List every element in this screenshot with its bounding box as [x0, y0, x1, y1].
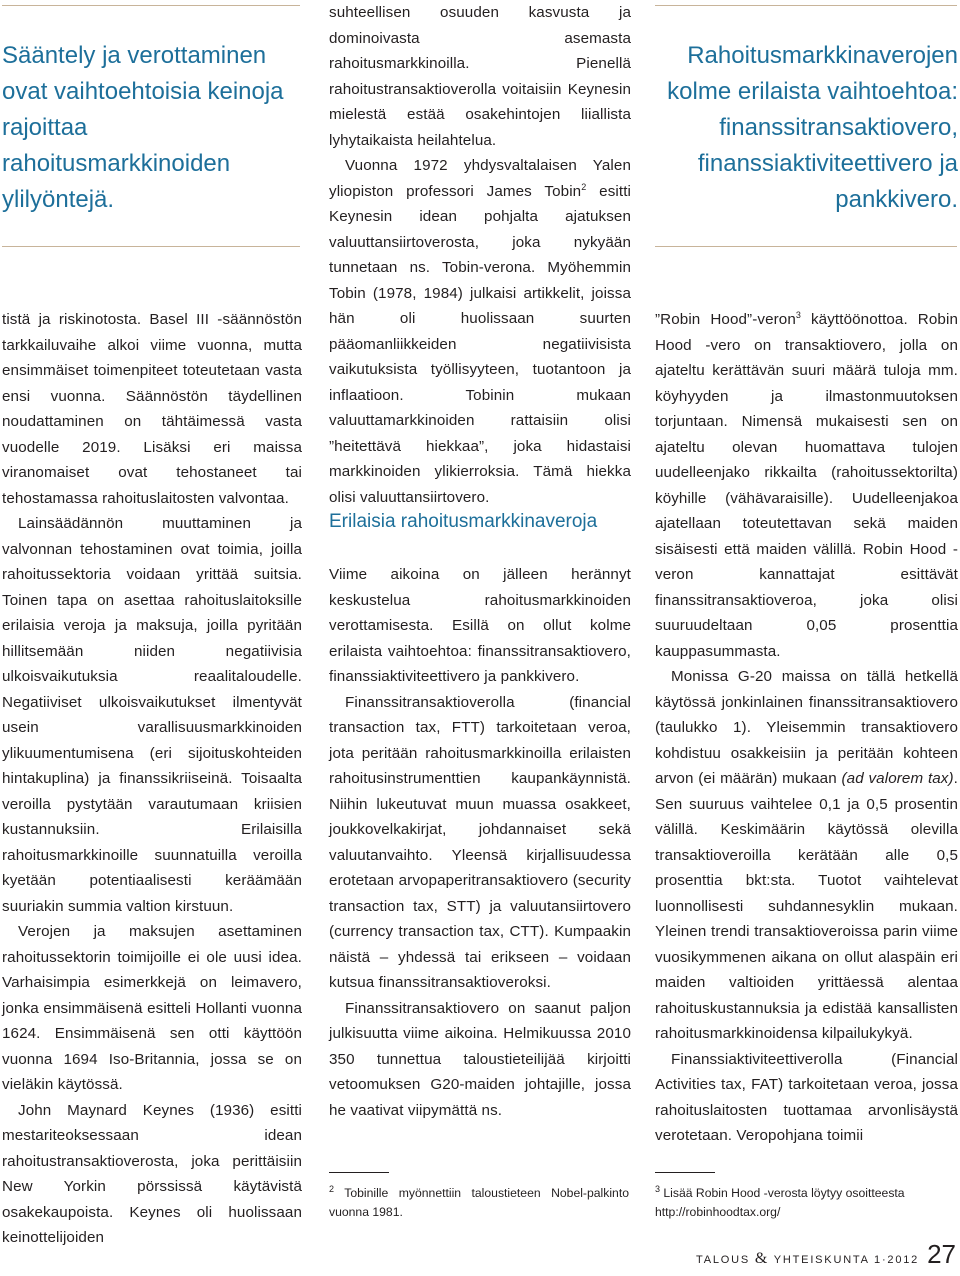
col2-paragraph-5: Finanssitransaktiovero on saanut paljon julkisuutta viime aikoina. Helmikuussa 2010 350 tunnettua taloustieteilijää kirjoitti vetoomuksen G20-maiden johtajille, jossa he vaativat viipymättä ns.: [329, 999, 631, 1119]
journal-name: [696, 1250, 919, 1268]
journal-ampersand: &: [754, 1250, 770, 1267]
page-footer: [696, 1239, 956, 1270]
col3-paragraph-1: [655, 307, 958, 664]
bottom-rule-right-quote: [655, 246, 957, 247]
column-3: [655, 307, 958, 1149]
col1-paragraph-4: John Maynard Keynes (1936) esitti mestariteoksessaan idean rahoitustransaktioverosta, joka perittäisiin New Yorkin pörssissä käytävistä osakekaupoista. Keynes oli huolissaan keinottelijoiden: [2, 1101, 302, 1246]
col2-paragraph-2: [329, 153, 631, 510]
col3-p1-text-a: ”Robin Hood”-veron: [655, 311, 796, 328]
col3-p1-text-b: käyttöönottoa. Robin Hood -vero on transaktiovero, jolla on ajateltu kerättävän suuri määrä tuloja mm. köyhyyden ja ilmastonmuutoksen torjuntaan. Nimensä mukaisesti sen on ajateltu olevan huomattava tulojen uudelleenjako rikkailta (rahoitussektorilta) köyhille (vähävaraisille). Uudelleenjakoa ajatellaan toteutettavan sekä maiden sisäisesti että maiden välillä. Robin Hood -veron kannattajat esittävät finanssitransaktioveroa, joka olisi suuruudeltaan 0,05 prosenttia kauppasummasta.: [655, 311, 958, 660]
col1-paragraph-1: tistä ja riskinotosta. Basel III -säännöstön tarkkailuvaihe alkoi viime vuonna, mutta ensimmäiset toimenpiteet toteutetaan vasta ensi vuonna. Säännöstön täydellinen noudattaminen on tähtäimessä vasta vuodelle 2019. Lisäksi eri maissa viranomaiset ovat tehostaneet tai tehostamassa rahoituslaitosten valvontaa.: [2, 311, 302, 507]
col1-paragraph-3: Verojen ja maksujen asettaminen rahoitussektorin toimijoille ei ole uusi idea. Varhaisimpia esimerkkejä on leimavero, jonka ensimmäisenä esitteli Hollanti vuonna 1624. Ensimmäisenä sen otti käyttöön vuonna 1694 Iso-Britannia, jossa se on vieläkin käytössä.: [2, 923, 302, 1093]
footnote-ref-3: 3: [795, 309, 801, 320]
footnote-ref-2: 2: [581, 181, 587, 192]
footnote-2-text: Tobinille myönnettiin taloustieteen Nobel-palkinto vuonna 1981.: [329, 1186, 629, 1219]
top-rule-right: [655, 5, 957, 6]
pull-quote-left: Sääntely ja verottaminen ovat vaihtoehtoisia keinoja rajoittaa rahoitusmarkkinoiden ylilyöntejä.: [2, 42, 284, 213]
col2-p2-text-b: esitti Keynesin idean pohjalta ajatuksen valuuttansiirtoverosta, joka nykyään tunnetaan ns. Tobin-verona. Myöhemmin Tobin (1978, 1984) julkaisi artikkelit, joissa hän oli huolissaan suurten pääomanliikkeiden negatiivisista vaikutuksista työllisyyteen, tuotantoon ja inflaatioon. Tobinin mukaan valuuttamarkkinoiden rattaisiin olisi ”heitettävä hiekkaa”, joka hidastaisi markkinoiden ylikierroksia. Tämä hiekka olisi valuuttansiirtovero.: [329, 182, 631, 506]
column-2: [329, 0, 631, 510]
col3-p2-text-a: Monissa G-20 maissa on tällä hetkellä käytössä jonkinlainen finanssitransaktiovero (taulukko 1). Yleisemmin transaktiovero kohdistuu osakkeisiin ja peritään kohteen arvon (ei määrän) mukaan: [655, 668, 958, 787]
footnote-2: [329, 1184, 629, 1221]
col1-paragraph-2: Lainsäädännön muuttaminen ja valvonnan tehostaminen ovat toimia, joilla rahoitussektoria voidaan yrittää suitsia. Toinen tapa on asettaa rahoituslaitoksille erilaisia veroja ja maksuja, joilla pyritään hillitsemään niiden negatiivisia ulkoisvaikutuksia reaalitaloudelle. Negatiiviset ulkoisvaikutukset ilmentyvät usein varallisuusmarkkinoiden ylikuumentumisena (eri sijoituskohteiden hintakuplina) ja finanssikriiseinä. Toisaalta veroilla pystytään varautumaan kriisien kustannuksiin. Erilaisilla rahoitusmarkkinoille suunnatuilla veroilla kyetään potentiaalisesti keräämään suuriakin summia valtion kirstuun.: [2, 515, 302, 915]
pull-quote-right: Rahoitusmarkkinaverojen kolme erilaista vaihtoehtoa: finanssitransaktiovero, finanssiaktiviteettivero ja pankkivero.: [667, 42, 958, 213]
top-rule-left: [2, 5, 300, 6]
footnote-rule-3: [655, 1172, 715, 1173]
journal-name-a: TALOUS: [696, 1254, 750, 1266]
col3-paragraph-3: Finanssiaktiviteettiverolla (Financial Activities tax, FAT) tarkoitetaan veroa, jossa rahoituslaitosten tuottamaa arvonlisäystä verotetaan. Veropohjana toimii: [655, 1050, 958, 1144]
footnote-2-number: 2: [329, 1183, 335, 1194]
footnote-3-number: 3: [655, 1183, 661, 1194]
footnote-3: [655, 1184, 957, 1221]
journal-name-b: YHTEISKUNTA 1·2012: [773, 1254, 920, 1266]
footnote-3-text: Lisää Robin Hood -verosta löytyy osoitteesta http://robinhoodtax.org/: [655, 1186, 905, 1219]
col2-p2-text-a: Vuonna 1972 yhdysvaltalaisen Yalen yliopiston professori James Tobin: [329, 157, 631, 200]
footnote-rule-2: [329, 1172, 389, 1173]
column-2-section: [329, 562, 631, 1123]
page-number: 27: [927, 1239, 956, 1269]
col3-p2-italic: (ad valorem tax): [841, 770, 954, 787]
col2-paragraph-4: Finanssitransaktioverolla (financial transaction tax, FTT) tarkoitetaan veroa, jota peritään rahoitusmarkkinoilla erilaisten rahoitusinstrumenttien kaupankäynnistä. Niihin lukeutuvat muun muassa osakkeet, joukkovelkakirjat, johdannaiset sekä valuutanvaihto. Yleensä kirjallisuudessa erotetaan arvopaperitransaktiovero (security transaction tax, STT) ja valuutansiirtovero (currency transaction tax, CTT). Kumpaakin näistä – yhdessä tai erikseen – voidaan kutsua finanssitransaktioveroksi.: [329, 693, 631, 991]
col2-paragraph-1: suhteellisen osuuden kasvusta ja dominoivasta asemasta rahoitusmarkkinoilla. Pienellä rahoitustransaktioverolla voitaisiin Keynesin mielestä estää osakehintojen liiallista lyhytaikaista heilahtelua.: [329, 4, 631, 149]
col3-paragraph-2: [655, 664, 958, 1047]
col2-paragraph-3: Viime aikoina on jälleen herännyt keskustelua rahoitusmarkkinoiden verottamisesta. Esillä on ollut kolme erilaista vaihtoehtoa: finanssitransaktiovero, finanssiaktiviteettivero ja pankkivero.: [329, 566, 631, 685]
bottom-rule-left-quote: [2, 246, 300, 247]
column-1: [2, 307, 302, 1251]
col3-p2-text-b: . Sen suuruus vaihtelee 0,1 ja 0,5 prosentin välillä. Keskimäärin käytössä olevilla transaktioveroilla kerätään alle 0,5 prosenttia bkt:sta. Tuotot vaihtelevat luonnollisesti suhdannesyklin mukaan. Yleinen trendi transaktioveroissa parin viime vuosikymmenen aikana on ollut alaspäin eri maiden valtioiden yrittäessä alentaa rahoituskustannuksia ja edistää kansallisten rahoitusmarkkinoidensa kilpailukykyä.: [655, 770, 958, 1042]
section-heading: Erilaisia rahoitusmarkkinaveroja: [329, 511, 598, 532]
